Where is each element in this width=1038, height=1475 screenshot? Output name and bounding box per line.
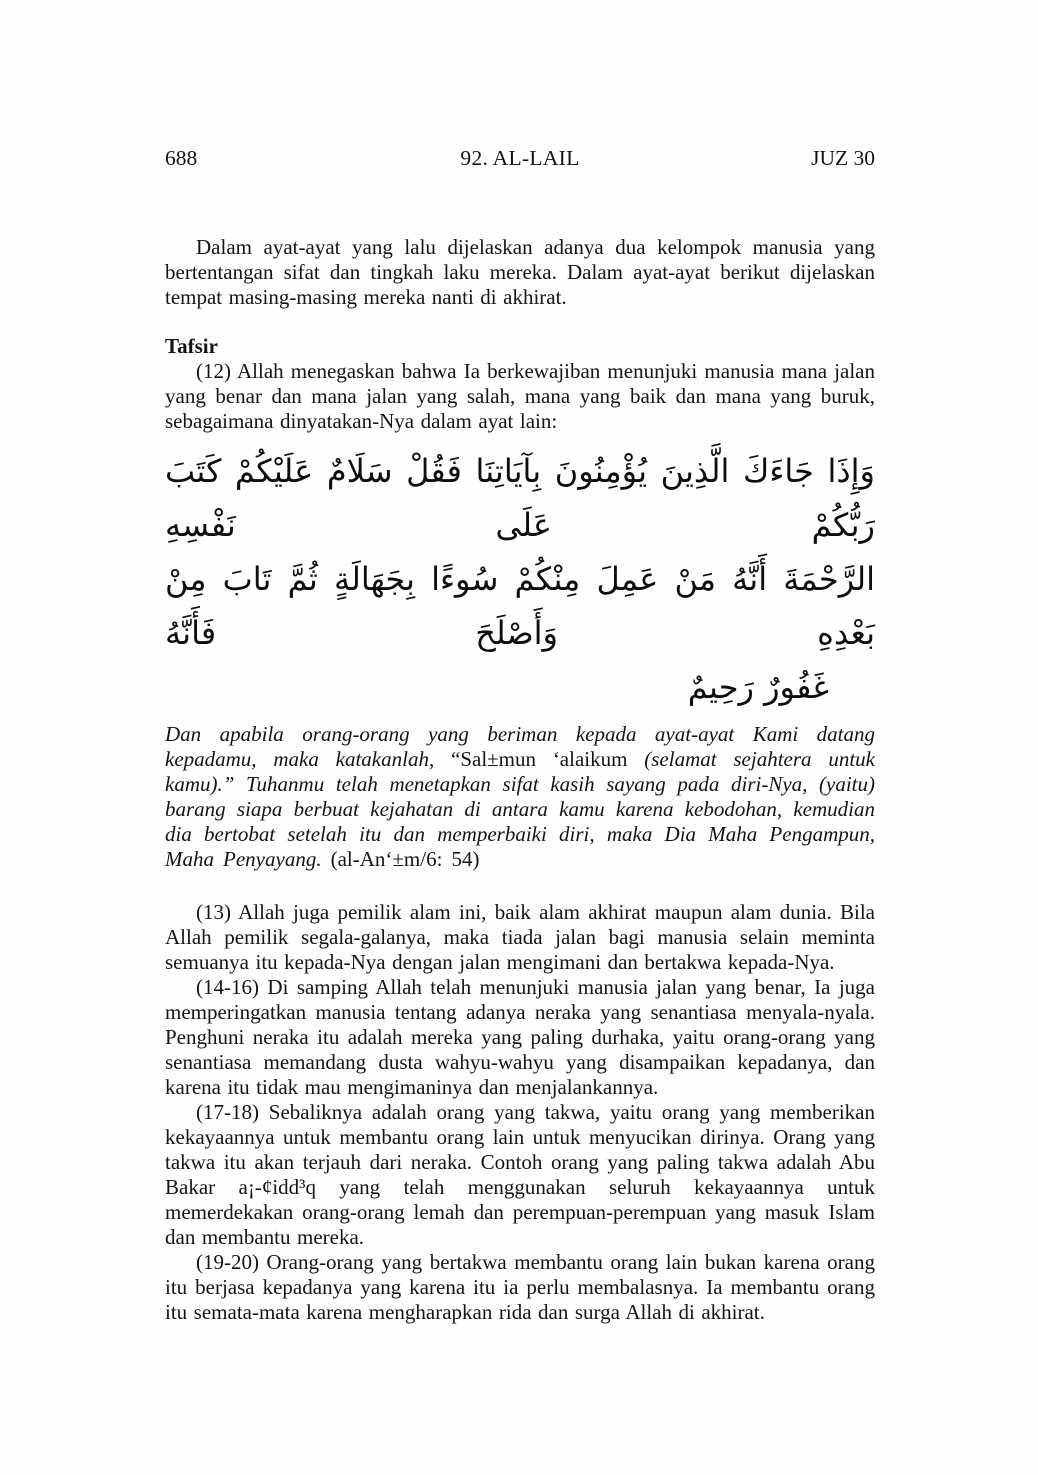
arabic-verse-block — [165, 444, 875, 714]
paragraph-17-18: (17-18) Sebaliknya adalah orang yang takwa, yaitu orang yang memberikan kekayaannya untuk membantu orang lain untuk menyucikan dirinya. Orang yang takwa itu akan terjauh dari neraka. Contoh orang yang paling takwa adalah Abu Bakar a¡-¢idd³q yang telah menggunakan seluruh kekayaannya untuk memerdekakan orang-orang lemah dan perempuan-perempuan yang masuk Islam dan membantu mereka. — [165, 1100, 875, 1249]
juz-label: JUZ 30 — [811, 146, 875, 170]
translation-paragraph — [165, 722, 875, 872]
page-header — [165, 146, 875, 171]
translation-verse-reference: (al-An‘±m/6: 54) — [330, 847, 480, 871]
translation-italic-2: (selamat sejahtera untuk kamu).” Tuhanmu telah menetapkan sifat kasih sayang pada diri-Nya, (yaitu) barang siapa berbuat kejahatan di antara kamu karena kebodohan, kemudian dia bertobat setelah itu dan memperbaiki diri, maka Dia Maha Pengampun, Maha Penyayang. — [165, 747, 875, 871]
translation-transliteration: “Sal±mun ‘alaikum — [451, 747, 645, 771]
arabic-verse-line-3: غَفُورٌ رَحِيمٌ — [687, 668, 829, 706]
paragraph-12: (12) Allah menegaskan bahwa Ia berkewajiban menunjuki manusia mana jalan yang benar dan mana jalan yang salah, mana yang baik dan mana yang buruk, sebagaimana dinyatakan-Nya dalam ayat lain: — [165, 359, 875, 433]
paragraph-13: (13) Allah juga pemilik alam ini, baik alam akhirat maupun alam dunia. Bila Allah pemilik segala-galanya, maka tiada jalan bagi manusia selain meminta semuanya itu kepada-Nya dengan jalan mengimani dan bertakwa kepada-Nya. — [165, 900, 875, 974]
paragraph-14-16: (14-16) Di samping Allah telah menunjuki manusia jalan yang benar, Ia juga memperingatkan manusia tentang adanya neraka yang senantiasa menyala-nyala. Penghuni neraka itu adalah mereka yang paling durhaka, yaitu orang-orang yang senantiasa memandang dusta wahyu-wahyu yang disampaikan kepadanya, dan karena itu tidak mau mengimaninya dan menjalankannya. — [165, 975, 875, 1099]
tafsir-heading: Tafsir — [165, 334, 218, 358]
page-body — [165, 235, 875, 1325]
surah-title: 92. AL-LAIL — [460, 146, 580, 170]
page-number: 688 — [165, 146, 198, 170]
intro-paragraph: Dalam ayat-ayat yang lalu dijelaskan adanya dua kelompok manusia yang bertentangan sifat dan tingkah laku mereka. Dalam ayat-ayat berikut dijelaskan tempat masing-masing mereka nanti di akhirat. — [165, 235, 875, 309]
arabic-verse-line-2: الرَّحْمَةَ أَنَّهُ مَنْ عَمِلَ مِنْكُمْ سُوءًا بِجَهَالَةٍ ثُمَّ تَابَ مِنْ بَعْدِهِ وَأَصْلَحَ فَأَنَّهُ — [165, 560, 875, 652]
arabic-verse-line-1: وَإِذَا جَاءَكَ الَّذِينَ يُؤْمِنُونَ بِآيَاتِنَا فَقُلْ سَلَامٌ عَلَيْكُمْ كَتَبَ رَبُّكُمْ عَلَى نَفْسِهِ — [165, 452, 875, 544]
translation-italic-1: Dan apabila orang-orang yang beriman kepada ayat-ayat Kami datang kepadamu, maka katakanlah, — [165, 722, 875, 771]
paragraph-19-20: (19-20) Orang-orang yang bertakwa membantu orang lain bukan karena orang itu berjasa kepadanya yang karena itu ia perlu membalasnya. Ia membantu orang itu semata-mata karena mengharapkan rida dan surga Allah di akhirat. — [165, 1250, 875, 1324]
